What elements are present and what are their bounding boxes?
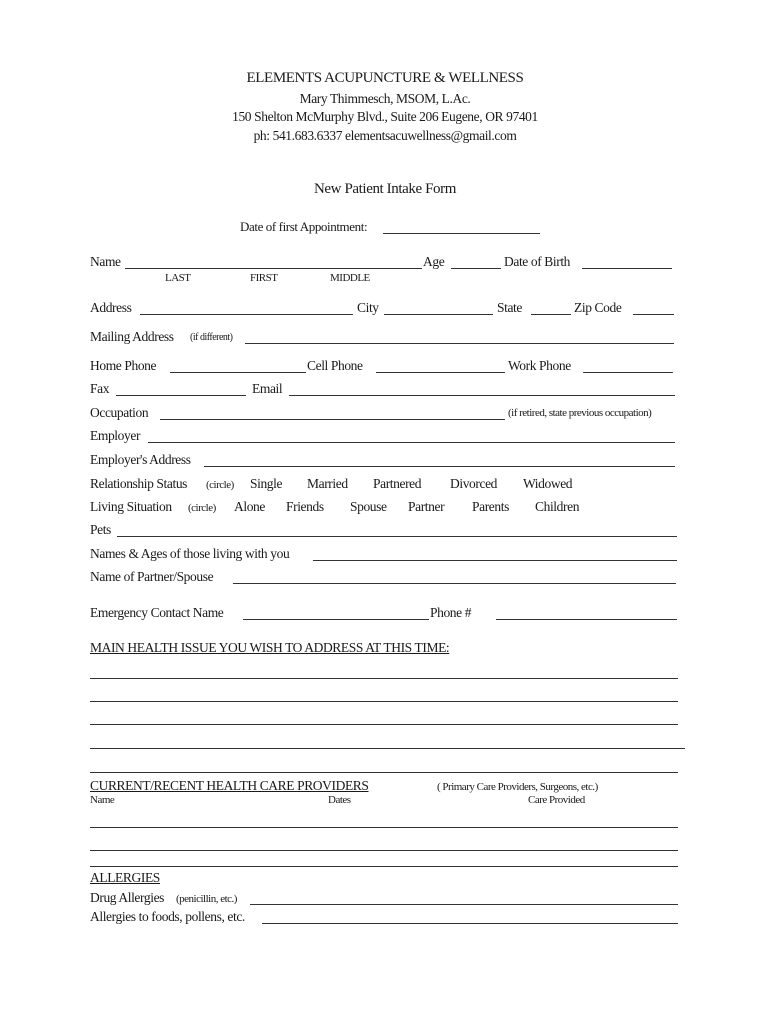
living-note: (circle) [188,502,216,514]
org-name: ELEMENTS ACUPUNCTURE & WELLNESS [246,70,524,86]
employer-address-label: Employer's Address [90,452,191,467]
relationship-option[interactable]: Single [250,476,283,491]
pets-label: Pets [90,522,111,537]
providers-heading: CURRENT/RECENT HEALTH CARE PROVIDERS [90,778,369,793]
household-label: Names & Ages of those living with you [90,546,290,561]
living-option[interactable]: Friends [286,499,324,514]
age-field[interactable] [451,268,501,269]
providers-col-care: Care Provided [528,794,585,806]
sub-first: FIRST [250,272,278,284]
cell-phone-label: Cell Phone [307,358,363,373]
name-label: Name [90,254,121,269]
provider-line[interactable] [90,866,678,867]
provider-line[interactable] [90,850,678,851]
providers-col-name: Name [90,794,115,806]
living-option[interactable]: Alone [234,499,265,514]
email-field[interactable] [289,395,675,396]
dob-label: Date of Birth [504,254,571,269]
mailing-note: (if different) [190,332,233,343]
relationship-option[interactable]: Partnered [373,476,422,491]
main-issue-heading: MAIN HEALTH ISSUE YOU WISH TO ADDRESS AT THIS TIME: [90,640,450,655]
city-label: City [357,300,379,315]
drug-allergies-label: Drug Allergies [90,890,165,905]
living-option[interactable]: Children [535,499,580,514]
employer-field[interactable] [148,442,675,443]
food-allergies-label: Allergies to foods, pollens, etc. [90,909,245,924]
first-appointment-label: Date of first Appointment: [240,219,368,234]
sub-middle: MIDDLE [330,272,370,284]
name-field[interactable] [125,268,422,269]
relationship-label: Relationship Status [90,476,188,491]
living-option[interactable]: Parents [472,499,509,514]
email-label: Email [252,381,283,396]
occupation-label: Occupation [90,405,149,420]
practitioner-name: Mary Thimmesch, MSOM, L.Ac. [299,91,471,106]
main-issue-line[interactable] [90,701,678,702]
allergies-heading: ALLERGIES [90,870,160,885]
cell-phone-field[interactable] [376,372,505,373]
fax-field[interactable] [116,395,246,396]
relationship-option[interactable]: Married [307,476,348,491]
provider-line[interactable] [90,827,678,828]
zip-label: Zip Code [574,300,622,315]
sub-last: LAST [165,272,191,284]
employer-address-field[interactable] [204,466,675,467]
state-label: State [497,300,522,315]
address-label: Address [90,300,132,315]
work-phone-field[interactable] [583,372,673,373]
emergency-phone-label: Phone # [430,605,472,620]
pets-field[interactable] [117,536,677,537]
mailing-field[interactable] [245,343,674,344]
providers-col-dates: Dates [328,794,351,806]
dob-field[interactable] [582,268,672,269]
mailing-label: Mailing Address [90,329,174,344]
occupation-field[interactable] [160,419,505,420]
home-phone-field[interactable] [170,372,306,373]
main-issue-line[interactable] [90,724,678,725]
partner-label: Name of Partner/Spouse [90,569,214,584]
household-field[interactable] [313,560,677,561]
first-appointment-field[interactable] [383,233,540,234]
relationship-option[interactable]: Divorced [450,476,498,491]
fax-label: Fax [90,381,110,396]
clinic-contact: ph: 541.683.6337 elementsacuwellness@gmail.com [253,128,517,143]
employer-label: Employer [90,428,141,443]
zip-field[interactable] [633,314,674,315]
emergency-contact-label: Emergency Contact Name [90,605,224,620]
main-issue-line[interactable] [90,678,678,679]
form-title: New Patient Intake Form [313,181,457,197]
food-allergies-field[interactable] [262,923,678,924]
partner-field[interactable] [233,583,676,584]
age-label: Age [423,254,445,269]
relationship-note: (circle) [206,479,234,491]
providers-note: ( Primary Care Providers, Surgeons, etc.) [437,781,598,793]
clinic-address: 150 Shelton McMurphy Blvd., Suite 206 Eugene, OR 97401 [232,109,538,124]
address-field[interactable] [140,314,353,315]
drug-allergies-note: (penicillin, etc.) [176,893,237,905]
work-phone-label: Work Phone [508,358,571,373]
living-label: Living Situation [90,499,172,514]
emergency-phone-field[interactable] [496,619,677,620]
emergency-contact-field[interactable] [243,619,429,620]
state-field[interactable] [531,314,571,315]
relationship-option[interactable]: Widowed [523,476,573,491]
drug-allergies-field[interactable] [250,904,678,905]
main-issue-line[interactable] [90,748,685,749]
occupation-note: (if retired, state previous occupation) [508,407,652,419]
home-phone-label: Home Phone [90,358,157,373]
living-option[interactable]: Partner [408,499,445,514]
city-field[interactable] [384,314,493,315]
main-issue-line[interactable] [90,772,678,773]
living-option[interactable]: Spouse [350,499,387,514]
